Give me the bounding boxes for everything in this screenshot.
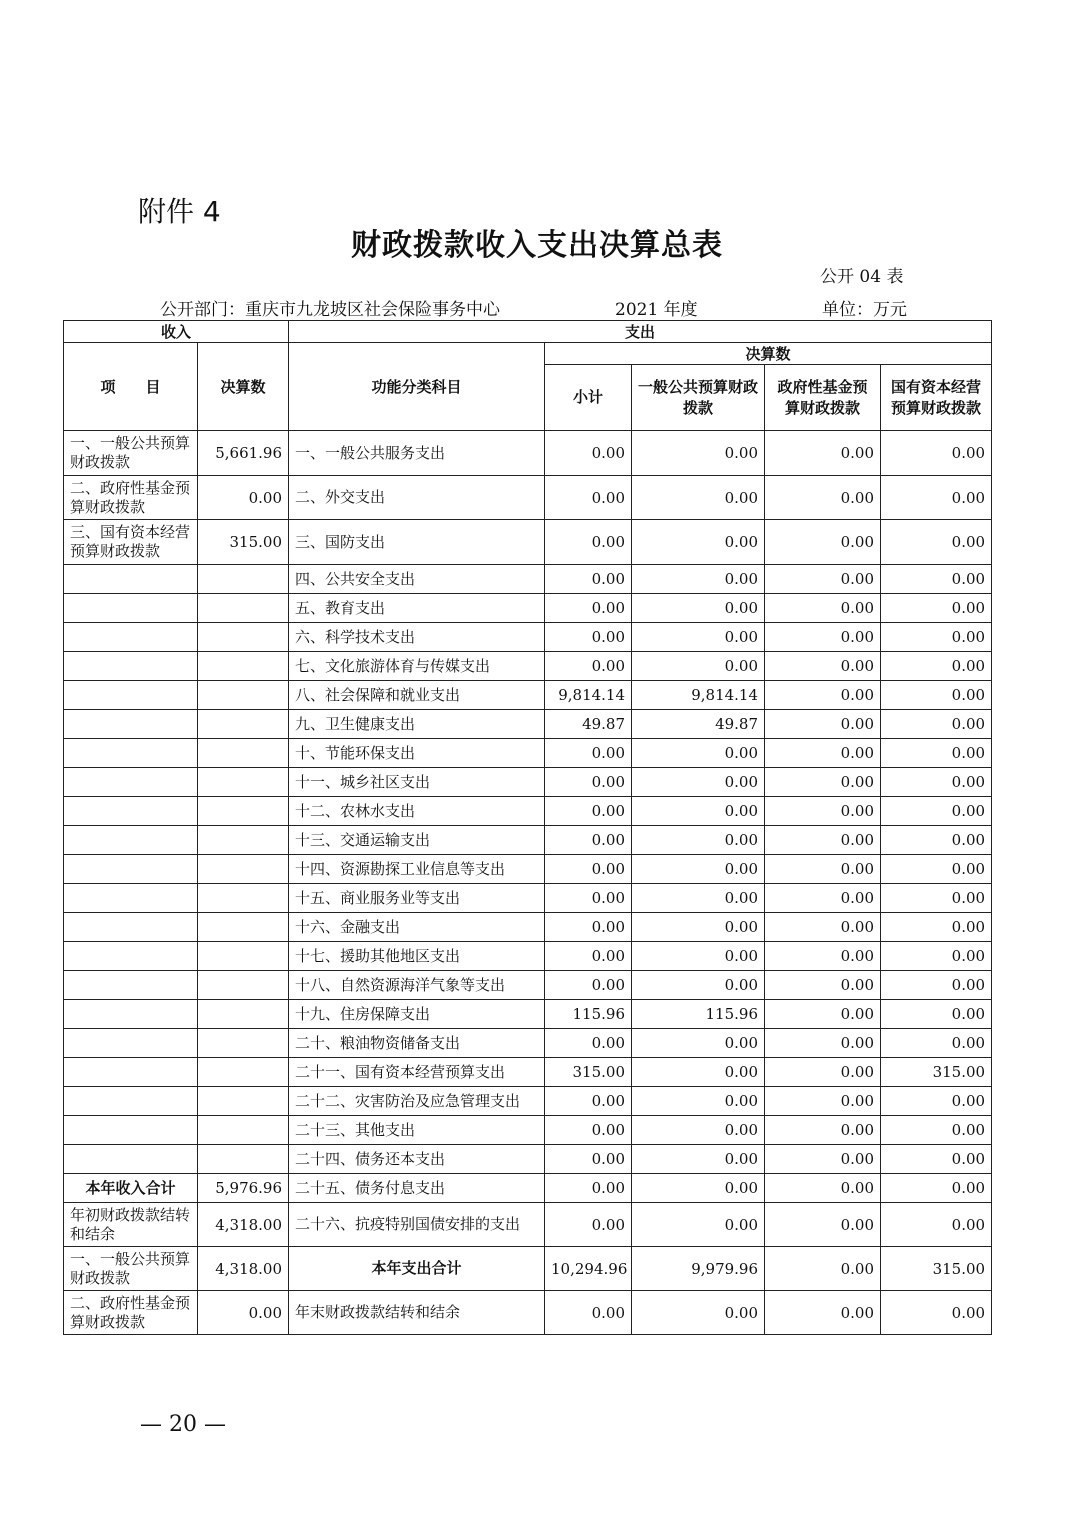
- category-cell: 十九、住房保障支出: [289, 1000, 545, 1029]
- category-cell: 二十四、债务还本支出: [289, 1145, 545, 1174]
- table-row: [64, 431, 992, 476]
- subtotal-cell: 0.00: [545, 594, 632, 623]
- income-amount-cell: 4,318.00: [198, 1203, 289, 1247]
- category-cell: 十二、农林水支出: [289, 797, 545, 826]
- state-capital-cell: 0.00: [881, 1000, 992, 1029]
- gov-fund-cell: 0.00: [765, 826, 881, 855]
- gov-fund-cell: 0.00: [765, 710, 881, 739]
- table-row: [64, 1174, 992, 1203]
- general-budget-cell: 0.00: [632, 913, 765, 942]
- income-amount-cell: [198, 623, 289, 652]
- category-cell: 四、公共安全支出: [289, 565, 545, 594]
- gov-fund-cell: 0.00: [765, 520, 881, 565]
- gov-fund-cell: 0.00: [765, 971, 881, 1000]
- state-capital-cell: 0.00: [881, 884, 992, 913]
- gov-fund-cell: 0.00: [765, 884, 881, 913]
- gov-fund-cell: 0.00: [765, 913, 881, 942]
- income-header: 收入: [64, 321, 289, 343]
- category-cell: 二十二、灾害防治及应急管理支出: [289, 1087, 545, 1116]
- table-row: [64, 913, 992, 942]
- state-capital-cell: 0.00: [881, 431, 992, 476]
- state-capital-cell: 0.00: [881, 1291, 992, 1335]
- category-cell: 二十一、国有资本经营预算支出: [289, 1058, 545, 1087]
- income-amount-cell: 315.00: [198, 520, 289, 565]
- income-item-cell: 年初财政拨款结转和结余: [64, 1203, 198, 1247]
- gov-fund-cell: 0.00: [765, 1058, 881, 1087]
- subtotal-cell: 0.00: [545, 826, 632, 855]
- subtotal-cell: 0.00: [545, 1029, 632, 1058]
- state-capital-cell: 0.00: [881, 855, 992, 884]
- state-capital-cell: 315.00: [881, 1058, 992, 1087]
- general-budget-cell: 0.00: [632, 826, 765, 855]
- income-item-cell: [64, 565, 198, 594]
- subtotal-cell: 0.00: [545, 971, 632, 1000]
- general-budget-cell: 0.00: [632, 623, 765, 652]
- general-budget-cell: 9,814.14: [632, 681, 765, 710]
- subtotal-cell: 115.96: [545, 1000, 632, 1029]
- income-amount-cell: [198, 1087, 289, 1116]
- category-cell: 二十六、抗疫特别国债安排的支出: [289, 1203, 545, 1247]
- gov-fund-cell: 0.00: [765, 1145, 881, 1174]
- subtotal-cell: 0.00: [545, 623, 632, 652]
- gov-fund-cell: 0.00: [765, 652, 881, 681]
- general-budget-header: 一般公共预算财政拨款: [632, 365, 765, 431]
- income-item-cell: 三、国有资本经营预算财政拨款: [64, 520, 198, 565]
- table-row: [64, 1087, 992, 1116]
- income-item-cell: [64, 942, 198, 971]
- state-capital-cell: 0.00: [881, 1203, 992, 1247]
- income-item-cell: [64, 971, 198, 1000]
- general-budget-cell: 0.00: [632, 942, 765, 971]
- general-budget-cell: 0.00: [632, 520, 765, 565]
- income-amount-cell: [198, 1058, 289, 1087]
- department: 公开部门：重庆市九龙坡区社会保险事务中心: [160, 300, 500, 320]
- state-capital-cell: 0.00: [881, 710, 992, 739]
- table-row: [64, 739, 992, 768]
- income-amount-cell: [198, 884, 289, 913]
- income-item-cell: 二、政府性基金预算财政拨款: [64, 476, 198, 520]
- income-item-cell: [64, 1000, 198, 1029]
- general-budget-cell: 0.00: [632, 884, 765, 913]
- function-category-header: 功能分类科目: [289, 343, 545, 431]
- category-cell: 十三、交通运输支出: [289, 826, 545, 855]
- state-capital-cell: 0.00: [881, 565, 992, 594]
- table-row: [64, 942, 992, 971]
- table-row: [64, 710, 992, 739]
- table-row: [64, 971, 992, 1000]
- general-budget-cell: 0.00: [632, 855, 765, 884]
- state-capital-cell: 315.00: [881, 1247, 992, 1291]
- state-capital-cell: 0.00: [881, 942, 992, 971]
- unit-label: 单位：万元: [822, 300, 907, 320]
- state-capital-cell: 0.00: [881, 971, 992, 1000]
- form-code: 公开 04 表: [820, 267, 904, 287]
- gov-fund-cell: 0.00: [765, 431, 881, 476]
- income-amount-cell: [198, 1000, 289, 1029]
- subtotal-cell: 315.00: [545, 1058, 632, 1087]
- gov-fund-cell: 0.00: [765, 768, 881, 797]
- fiscal-year: 2021 年度: [615, 300, 698, 320]
- gov-fund-header: 政府性基金预算财政拨款: [765, 365, 881, 431]
- subtotal-cell: 0.00: [545, 1174, 632, 1203]
- income-item-cell: [64, 739, 198, 768]
- subtotal-cell: 0.00: [545, 1291, 632, 1335]
- category-cell: 六、科学技术支出: [289, 623, 545, 652]
- gov-fund-cell: 0.00: [765, 565, 881, 594]
- gov-fund-cell: 0.00: [765, 594, 881, 623]
- table-row: [64, 1291, 992, 1335]
- income-item-cell: [64, 1029, 198, 1058]
- category-cell: 十七、援助其他地区支出: [289, 942, 545, 971]
- subtotal-cell: 0.00: [545, 855, 632, 884]
- gov-fund-cell: 0.00: [765, 1116, 881, 1145]
- state-capital-cell: 0.00: [881, 1145, 992, 1174]
- state-capital-cell: 0.00: [881, 681, 992, 710]
- gov-fund-cell: 0.00: [765, 1029, 881, 1058]
- table-row: [64, 797, 992, 826]
- general-budget-cell: 0.00: [632, 431, 765, 476]
- category-cell: 年末财政拨款结转和结余: [289, 1291, 545, 1335]
- income-amount-cell: 0.00: [198, 476, 289, 520]
- general-budget-cell: 0.00: [632, 1029, 765, 1058]
- general-budget-cell: 0.00: [632, 565, 765, 594]
- income-amount-cell: [198, 1029, 289, 1058]
- table-row: [64, 884, 992, 913]
- subtotal-cell: 0.00: [545, 431, 632, 476]
- category-cell: 三、国防支出: [289, 520, 545, 565]
- gov-fund-cell: 0.00: [765, 1000, 881, 1029]
- state-capital-cell: 0.00: [881, 1116, 992, 1145]
- gov-fund-cell: 0.00: [765, 797, 881, 826]
- table-row: [64, 1058, 992, 1087]
- general-budget-cell: 0.00: [632, 797, 765, 826]
- category-cell: 二、外交支出: [289, 476, 545, 520]
- general-budget-cell: 0.00: [632, 1058, 765, 1087]
- income-item-cell: [64, 1145, 198, 1174]
- general-budget-cell: 0.00: [632, 1145, 765, 1174]
- item-header: 项 目: [64, 343, 198, 431]
- income-item-cell: [64, 768, 198, 797]
- general-budget-cell: 0.00: [632, 652, 765, 681]
- subtotal-cell: 0.00: [545, 797, 632, 826]
- income-amount-cell: 0.00: [198, 1291, 289, 1335]
- subtotal-cell: 0.00: [545, 1116, 632, 1145]
- subtotal-cell: 0.00: [545, 565, 632, 594]
- category-cell: 十、节能环保支出: [289, 739, 545, 768]
- income-item-cell: [64, 681, 198, 710]
- general-budget-cell: 0.00: [632, 1203, 765, 1247]
- income-item-cell: [64, 855, 198, 884]
- table-row: [64, 768, 992, 797]
- table-row: [64, 1203, 992, 1247]
- gov-fund-cell: 0.00: [765, 1247, 881, 1291]
- gov-fund-cell: 0.00: [765, 942, 881, 971]
- category-cell: 十六、金融支出: [289, 913, 545, 942]
- category-cell: 二十三、其他支出: [289, 1116, 545, 1145]
- category-cell: 二十、粮油物资储备支出: [289, 1029, 545, 1058]
- income-item-cell: [64, 1058, 198, 1087]
- income-amount-cell: [198, 942, 289, 971]
- income-amount-cell: [198, 913, 289, 942]
- income-item-cell: [64, 710, 198, 739]
- state-capital-cell: 0.00: [881, 739, 992, 768]
- expense-header: 支出: [289, 321, 992, 343]
- category-cell: 本年支出合计: [289, 1247, 545, 1291]
- general-budget-cell: 0.00: [632, 1116, 765, 1145]
- gov-fund-cell: 0.00: [765, 1174, 881, 1203]
- gov-fund-cell: 0.00: [765, 681, 881, 710]
- subtotal-cell: 0.00: [545, 1145, 632, 1174]
- table-row: [64, 652, 992, 681]
- category-cell: 一、一般公共服务支出: [289, 431, 545, 476]
- state-capital-cell: 0.00: [881, 826, 992, 855]
- table-row: [64, 1029, 992, 1058]
- table-row: [64, 623, 992, 652]
- general-budget-cell: 9,979.96: [632, 1247, 765, 1291]
- income-item-cell: [64, 797, 198, 826]
- income-amount-cell: [198, 826, 289, 855]
- table-row: [64, 1116, 992, 1145]
- income-item-cell: 本年收入合计: [64, 1174, 198, 1203]
- income-amount-cell: [198, 710, 289, 739]
- table-row: [64, 520, 992, 565]
- income-amount-cell: [198, 768, 289, 797]
- state-capital-cell: 0.00: [881, 476, 992, 520]
- subtotal-cell: 0.00: [545, 768, 632, 797]
- attachment-label: 附件 4: [138, 195, 221, 228]
- subtotal-cell: 0.00: [545, 884, 632, 913]
- table-row: [64, 826, 992, 855]
- state-capital-cell: 0.00: [881, 652, 992, 681]
- category-cell: 十五、商业服务业等支出: [289, 884, 545, 913]
- income-item-cell: [64, 826, 198, 855]
- income-amount-cell: [198, 565, 289, 594]
- subtotal-cell: 0.00: [545, 476, 632, 520]
- income-item-cell: [64, 652, 198, 681]
- table-row: [64, 1145, 992, 1174]
- state-capital-cell: 0.00: [881, 797, 992, 826]
- income-amount-cell: 5,661.96: [198, 431, 289, 476]
- page-title: 财政拨款收入支出决算总表: [351, 228, 723, 263]
- income-item-cell: 一、一般公共预算财政拨款: [64, 1247, 198, 1291]
- income-item-cell: 一、一般公共预算财政拨款: [64, 431, 198, 476]
- subtotal-cell: 10,294.96: [545, 1247, 632, 1291]
- income-amount-cell: [198, 971, 289, 1000]
- general-budget-cell: 115.96: [632, 1000, 765, 1029]
- category-cell: 八、社会保障和就业支出: [289, 681, 545, 710]
- subtotal-cell: 49.87: [545, 710, 632, 739]
- gov-fund-cell: 0.00: [765, 739, 881, 768]
- gov-fund-cell: 0.00: [765, 1203, 881, 1247]
- subtotal-cell: 9,814.14: [545, 681, 632, 710]
- income-amount-cell: [198, 1145, 289, 1174]
- income-amount-cell: 4,318.00: [198, 1247, 289, 1291]
- finance-table: [63, 320, 992, 1335]
- table-row: [64, 476, 992, 520]
- category-cell: 二十五、债务付息支出: [289, 1174, 545, 1203]
- state-capital-cell: 0.00: [881, 594, 992, 623]
- gov-fund-cell: 0.00: [765, 1291, 881, 1335]
- income-amount-cell: [198, 1116, 289, 1145]
- general-budget-cell: 0.00: [632, 476, 765, 520]
- income-amount-cell: [198, 855, 289, 884]
- table-row: [64, 565, 992, 594]
- income-amount-cell: [198, 652, 289, 681]
- table-row: [64, 681, 992, 710]
- table-row: [64, 1247, 992, 1291]
- income-item-cell: [64, 913, 198, 942]
- income-amount-cell: [198, 594, 289, 623]
- income-item-cell: 二、政府性基金预算财政拨款: [64, 1291, 198, 1335]
- amount-header: 决算数: [198, 343, 289, 431]
- state-capital-cell: 0.00: [881, 913, 992, 942]
- general-budget-cell: 49.87: [632, 710, 765, 739]
- gov-fund-cell: 0.00: [765, 476, 881, 520]
- page-number: — 20 —: [140, 1412, 226, 1437]
- income-item-cell: [64, 1087, 198, 1116]
- table-row: [64, 594, 992, 623]
- gov-fund-cell: 0.00: [765, 855, 881, 884]
- general-budget-cell: 0.00: [632, 739, 765, 768]
- state-capital-cell: 0.00: [881, 1029, 992, 1058]
- general-budget-cell: 0.00: [632, 1087, 765, 1116]
- general-budget-cell: 0.00: [632, 1174, 765, 1203]
- state-capital-cell: 0.00: [881, 623, 992, 652]
- subtotal-cell: 0.00: [545, 1203, 632, 1247]
- general-budget-cell: 0.00: [632, 768, 765, 797]
- subtotal-header: 小计: [545, 365, 632, 431]
- final-amount-header: 决算数: [545, 343, 992, 365]
- category-cell: 十八、自然资源海洋气象等支出: [289, 971, 545, 1000]
- general-budget-cell: 0.00: [632, 594, 765, 623]
- state-capital-cell: 0.00: [881, 1087, 992, 1116]
- state-capital-cell: 0.00: [881, 768, 992, 797]
- state-capital-cell: 0.00: [881, 520, 992, 565]
- state-capital-header: 国有资本经营预算财政拨款: [881, 365, 992, 431]
- table-row: [64, 1000, 992, 1029]
- category-cell: 五、教育支出: [289, 594, 545, 623]
- category-cell: 七、文化旅游体育与传媒支出: [289, 652, 545, 681]
- gov-fund-cell: 0.00: [765, 1087, 881, 1116]
- income-item-cell: [64, 594, 198, 623]
- subtotal-cell: 0.00: [545, 652, 632, 681]
- subtotal-cell: 0.00: [545, 913, 632, 942]
- income-amount-cell: 5,976.96: [198, 1174, 289, 1203]
- category-cell: 十一、城乡社区支出: [289, 768, 545, 797]
- state-capital-cell: 0.00: [881, 1174, 992, 1203]
- subtotal-cell: 0.00: [545, 1087, 632, 1116]
- subtotal-cell: 0.00: [545, 942, 632, 971]
- income-amount-cell: [198, 681, 289, 710]
- income-item-cell: [64, 623, 198, 652]
- income-item-cell: [64, 1116, 198, 1145]
- category-cell: 十四、资源勘探工业信息等支出: [289, 855, 545, 884]
- gov-fund-cell: 0.00: [765, 623, 881, 652]
- income-amount-cell: [198, 797, 289, 826]
- subtotal-cell: 0.00: [545, 739, 632, 768]
- income-amount-cell: [198, 739, 289, 768]
- general-budget-cell: 0.00: [632, 971, 765, 1000]
- table-row: [64, 855, 992, 884]
- income-item-cell: [64, 884, 198, 913]
- subtotal-cell: 0.00: [545, 520, 632, 565]
- general-budget-cell: 0.00: [632, 1291, 765, 1335]
- category-cell: 九、卫生健康支出: [289, 710, 545, 739]
